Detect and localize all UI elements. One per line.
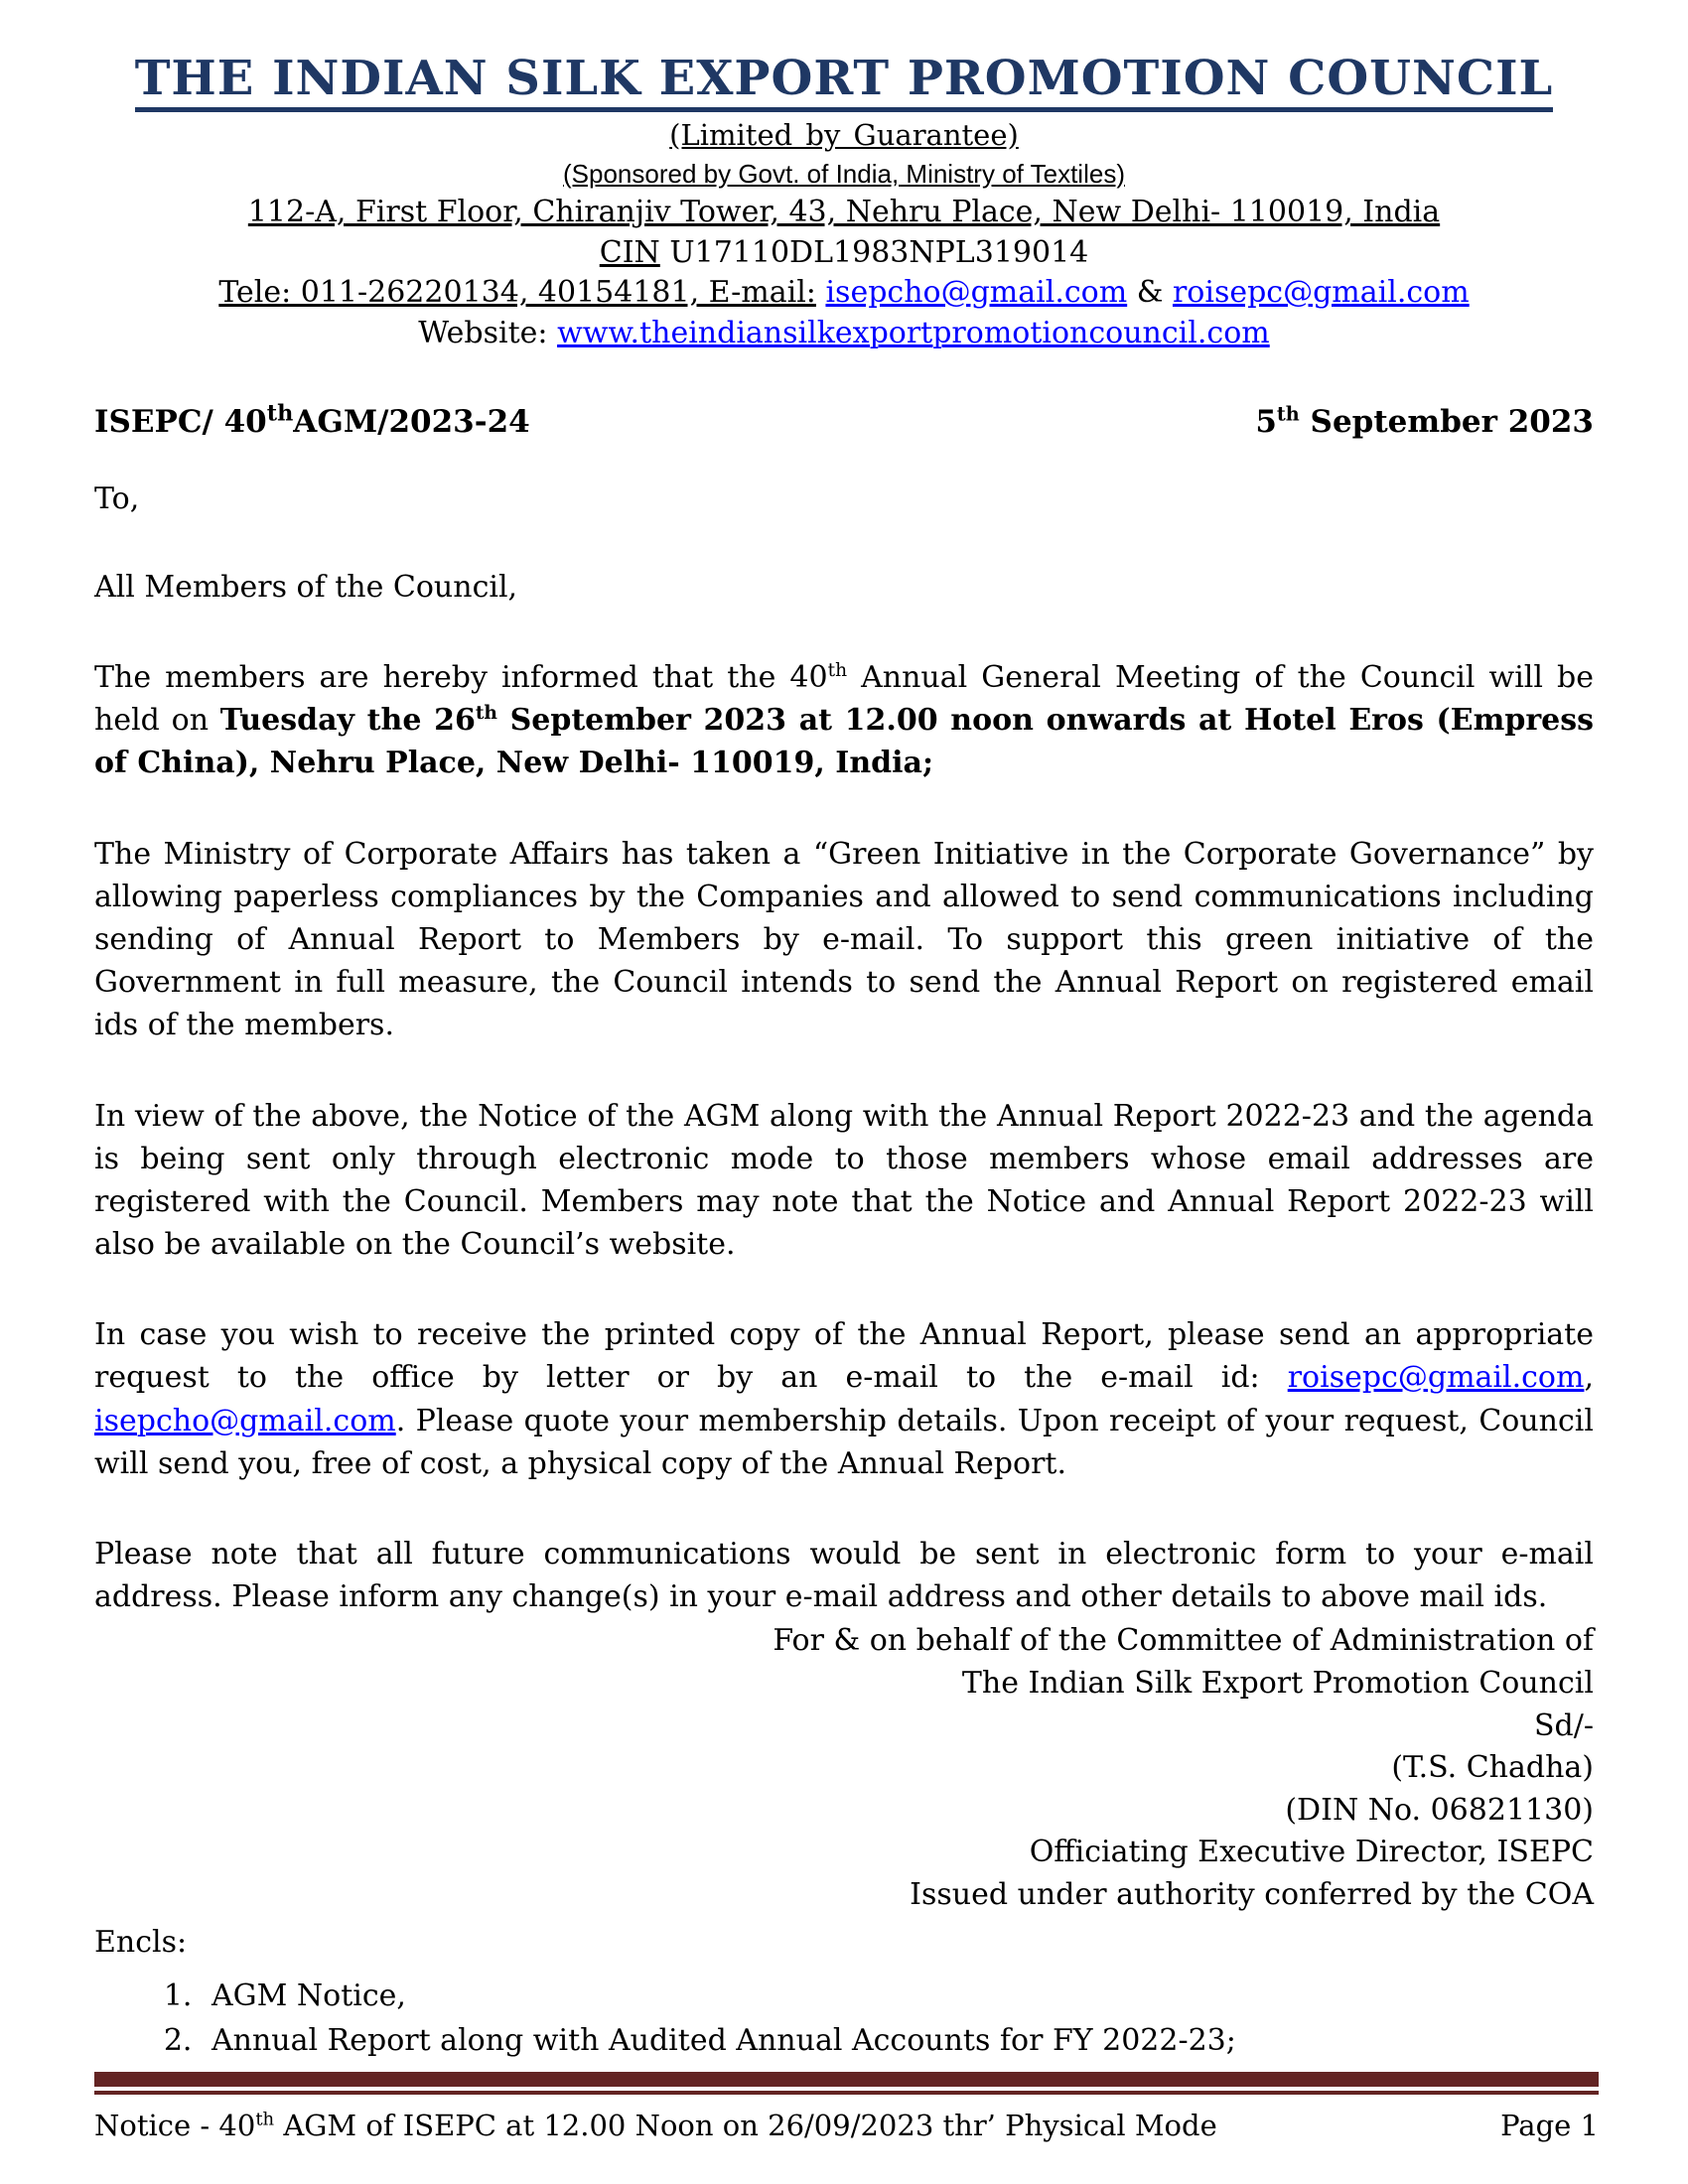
org-address: 112-A, First Floor, Chiranjiv Tower, 43, Nehru Place, New Delhi- 110019, India xyxy=(247,195,1441,230)
org-title: THE INDIAN SILK EXPORT PROMOTION COUNCIL xyxy=(135,52,1554,112)
paragraph-printed-copy: In case you wish to receive the printed copy of the Annual Report, please send an appropriate request to the office by letter or by an e-mail to the e-mail id: roisepc@gmail.com, isepcho@gmail.com. Please quote your membership details. Upon receipt of your request, Council will send you, free of cost, a physical copy of the Annual Report. xyxy=(94,1317,1594,1481)
website-label: Website: xyxy=(418,316,558,351)
signature-authority: Issued under authority conferred by the COA xyxy=(910,1876,1594,1912)
cin-label: CIN xyxy=(599,234,660,270)
email-link-isepcho-body[interactable]: isepcho@gmail.com xyxy=(94,1403,396,1438)
email-link-isepcho[interactable]: isepcho@gmail.com xyxy=(825,275,1128,311)
agm-datetime-bold: Tuesday the 26th September 2023 at 12.00 noon onwards at Hotel Eros (Empress of China), Nehru Place, New Delhi- 110019, India; xyxy=(94,703,1594,781)
signature-din: (DIN No. 06821130) xyxy=(1285,1792,1594,1828)
signature-org-name: The Indian Silk Export Promotion Council xyxy=(961,1666,1594,1701)
tele-label: Tele: 011-26220134, 40154181, E-mail: xyxy=(218,275,816,311)
reference-number: ISEPC/ 40thAGM/2023-24 xyxy=(94,400,530,440)
email-link-roisepc[interactable]: roisepc@gmail.com xyxy=(1172,275,1470,311)
letter-date: 5th September 2023 xyxy=(1255,402,1594,440)
ref-superscript: th xyxy=(266,400,294,427)
footer-notice-text: Notice - 40th AGM of ISEPC at 12.00 Noon on 26/09/2023 thr’ Physical Mode xyxy=(94,2109,1217,2142)
footer-divider-thick xyxy=(94,2072,1599,2087)
letter-body xyxy=(94,478,1594,2064)
cin-value: U17110DL1983NPL319014 xyxy=(659,234,1089,270)
enclosures-label: Encls: xyxy=(94,1924,188,1960)
paragraph-future-communications: Please note that all future communications would be sent in electronic form to your e-mail address. Please inform any change(s) in your e-mail address and other details to above mail ids. xyxy=(94,1537,1594,1615)
org-subtitle-limited: (Limited by Guarantee) xyxy=(669,118,1019,153)
salutation: All Members of the Council, xyxy=(94,569,518,605)
paragraph-agm-announcement: The members are hereby informed that the 40th Annual General Meeting of the Council will be held on Tuesday the 26th September 2023 at 12.00 noon onwards at Hotel Eros (Empress of China), Nehru Place, New Delhi- 110019, India; xyxy=(94,660,1595,781)
website-link[interactable]: www.theindiansilkexportpromotioncouncil.com xyxy=(557,316,1270,351)
signature-designation: Officiating Executive Director, ISEPC xyxy=(1029,1835,1594,1870)
enclosures-list xyxy=(202,1974,1594,2064)
signature-block xyxy=(94,1620,1594,1916)
enclosure-item-agm-notice: 1. AGM Notice, xyxy=(202,1974,1594,2019)
paragraph-green-initiative: The Ministry of Corporate Affairs has taken a “Green Initiative in the Corporate Governance” by allowing paperless compliances by the Companies and allowed to send communications including sending of Annual Report to Members by e-mail. To support this green initiative of the Government in full measure, the Council intends to send the Annual Report on registered email ids of the members. xyxy=(94,836,1594,1043)
org-website-line xyxy=(94,316,1594,352)
reference-row xyxy=(94,400,1594,440)
signature-sd: Sd/- xyxy=(1534,1707,1594,1743)
org-subtitle-sponsored: (Sponsored by Govt. of India, Ministry of Textiles) xyxy=(563,158,1125,189)
org-cin-line xyxy=(94,235,1594,272)
footer-page-number: Page 1 xyxy=(1500,2109,1599,2142)
paragraph-electronic-mode: In view of the above, the Notice of the AGM along with the Annual Report 2022-23 and the agenda is being sent only through electronic mode to those members whose email addresses are registered with the Council. Members may note that the Notice and Annual Report 2022-23 will also be available on the Council’s website. xyxy=(94,1098,1594,1263)
org-contact-line xyxy=(94,275,1594,312)
page-footer xyxy=(94,2072,1599,2142)
ampersand-text: & xyxy=(1127,275,1173,311)
letterhead xyxy=(94,52,1594,352)
footer-divider-thin xyxy=(94,2091,1599,2095)
enclosure-item-annual-report: 2. Annual Report along with Audited Annual Accounts for FY 2022-23; xyxy=(202,2018,1594,2064)
signature-name: (T.S. Chadha) xyxy=(1391,1750,1594,1786)
signature-on-behalf: For & on behalf of the Committee of Administration of xyxy=(773,1623,1594,1659)
date-superscript: th xyxy=(1276,402,1300,426)
to-line: To, xyxy=(94,480,140,516)
email-link-roisepc-body[interactable]: roisepc@gmail.com xyxy=(1287,1360,1585,1396)
